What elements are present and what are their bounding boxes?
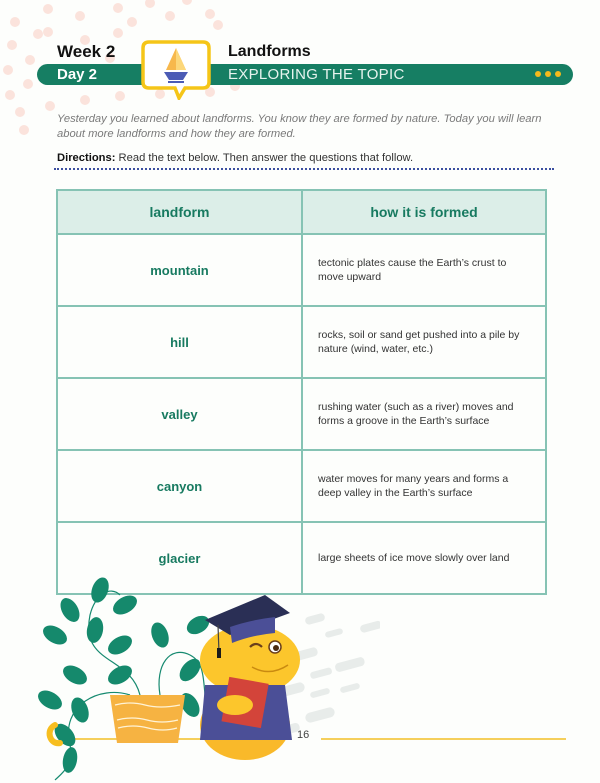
intro-text: Yesterday you learned about landforms. You know they are formed by nature. Today you will learn about more landforms and how they are formed.: [57, 113, 542, 140]
table-row: [57, 234, 546, 306]
how-formed-cell: water moves for many years and forms a deep valley in the Earth’s surface: [302, 450, 546, 522]
dinosaur-graduate-illustration: [20, 575, 380, 783]
table-header-row: [57, 190, 546, 234]
landform-cell: mountain: [57, 234, 302, 306]
how-formed-cell: rocks, soil or sand get pushed into a pile by nature (wind, water, etc.): [302, 306, 546, 378]
lesson-subtitle: EXPLORING THE TOPIC: [228, 66, 405, 83]
landform-cell: canyon: [57, 450, 302, 522]
lesson-title: Landforms: [228, 43, 311, 60]
directions-label: Directions:: [57, 152, 116, 164]
sailboat-speech-bubble-icon: [139, 38, 213, 100]
dotted-divider: [54, 168, 554, 170]
day-label: Day 2: [57, 66, 98, 83]
directions-text: Read the text below. Then answer the questions that follow.: [115, 152, 414, 164]
how-formed-cell: tectonic plates cause the Earth’s crust to move upward: [302, 234, 546, 306]
table-row: [57, 306, 546, 378]
table-row: [57, 378, 546, 450]
directions: [57, 152, 413, 164]
page-number: 16: [297, 729, 310, 741]
header-landform: landform: [57, 190, 302, 234]
landform-cell: valley: [57, 378, 302, 450]
landform-cell: hill: [57, 306, 302, 378]
landform-cell: glacier: [57, 522, 302, 594]
landforms-table: [56, 189, 547, 595]
table-row: [57, 450, 546, 522]
week-label: Week 2: [57, 42, 116, 61]
more-dots-icon: [535, 71, 561, 77]
how-formed-cell: large sheets of ice move slowly over land: [302, 522, 546, 594]
header-how-formed: how it is formed: [302, 190, 546, 234]
how-formed-cell: rushing water (such as a river) moves and forms a groove in the Earth’s surface: [302, 378, 546, 450]
